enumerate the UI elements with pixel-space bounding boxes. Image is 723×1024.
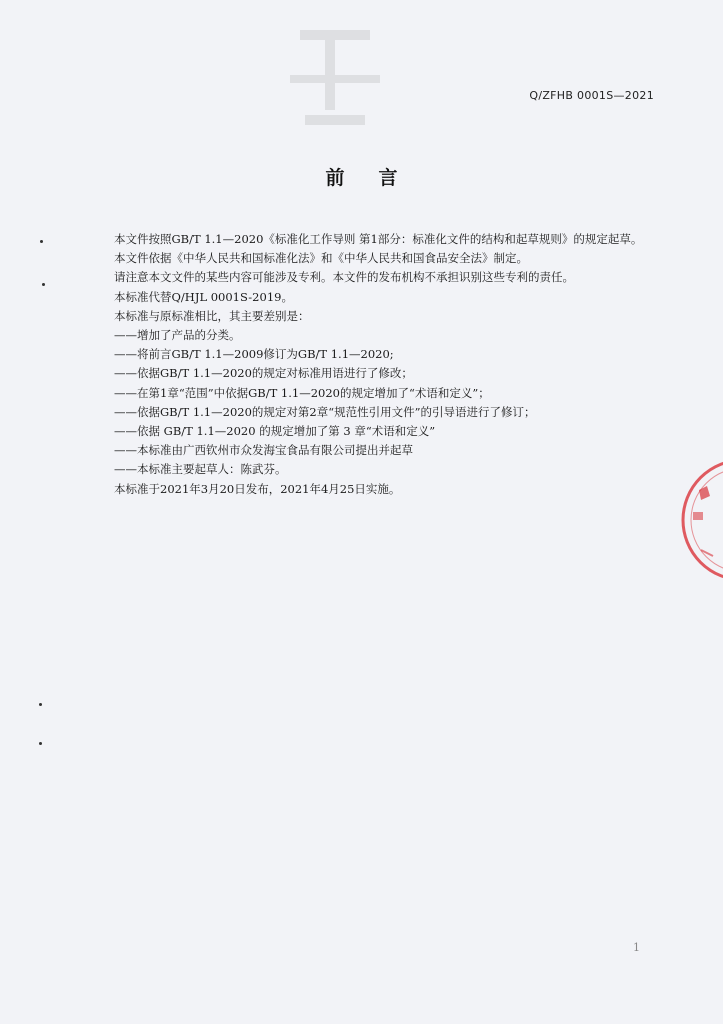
page-number: 1	[633, 941, 640, 954]
bleed-through-mark	[270, 20, 400, 140]
list-item: ——本标准主要起草人：陈武芬。	[114, 462, 287, 477]
list-item: ——依据 GB/T 1.1—2020 的规定增加了第 3 章“术语和定义”	[114, 424, 436, 439]
list-item: ——在第1章“范围”中依据GB/T 1.1—2020的规定增加了“术语和定义”；	[114, 385, 490, 400]
page-title: 前言	[325, 167, 432, 189]
scan-speck	[39, 742, 42, 745]
scan-speck	[39, 703, 42, 706]
scan-speck	[40, 240, 43, 243]
scan-speck	[42, 283, 45, 286]
paragraph: 本文件按照GB/T 1.1—2020《标准化工作导则 第1部分：标准化文件的结构和起草规则》的规定起草。	[114, 232, 643, 246]
seal-stamp-icon	[681, 450, 723, 590]
paragraph: 本标准于2021年3月20日发布，2021年4月25日实施。	[114, 481, 401, 496]
foreword-body	[88, 230, 668, 499]
list-item: ——增加了产品的分类。	[114, 328, 241, 343]
paragraph: 本标准代替Q/HJL 0001S-2019。	[114, 289, 293, 304]
document-code: Q/ZFHB 0001S—2021	[529, 89, 654, 102]
paragraph: 请注意本文文件的某些内容可能涉及专利。本文件的发布机构不承担识别这些专利的责任。	[114, 270, 574, 285]
list-item: ——依据GB/T 1.1—2020的规定对第2章“规范性引用文件”的引导语进行了修订；	[114, 404, 536, 419]
list-item: ——本标准由广西钦州市众发海宝食品有限公司提出并起草	[114, 443, 413, 458]
list-item: ——依据GB/T 1.1—2020的规定对标准用语进行了修改；	[114, 366, 413, 381]
paragraph: 本文件依据《中华人民共和国标准化法》和《中华人民共和国食品安全法》制定。	[114, 251, 528, 266]
list-item: ——将前言GB/T 1.1—2009修订为GB/T 1.1—2020;	[114, 347, 394, 362]
paragraph: 本标准与原标准相比，其主要差别是：	[114, 308, 310, 323]
